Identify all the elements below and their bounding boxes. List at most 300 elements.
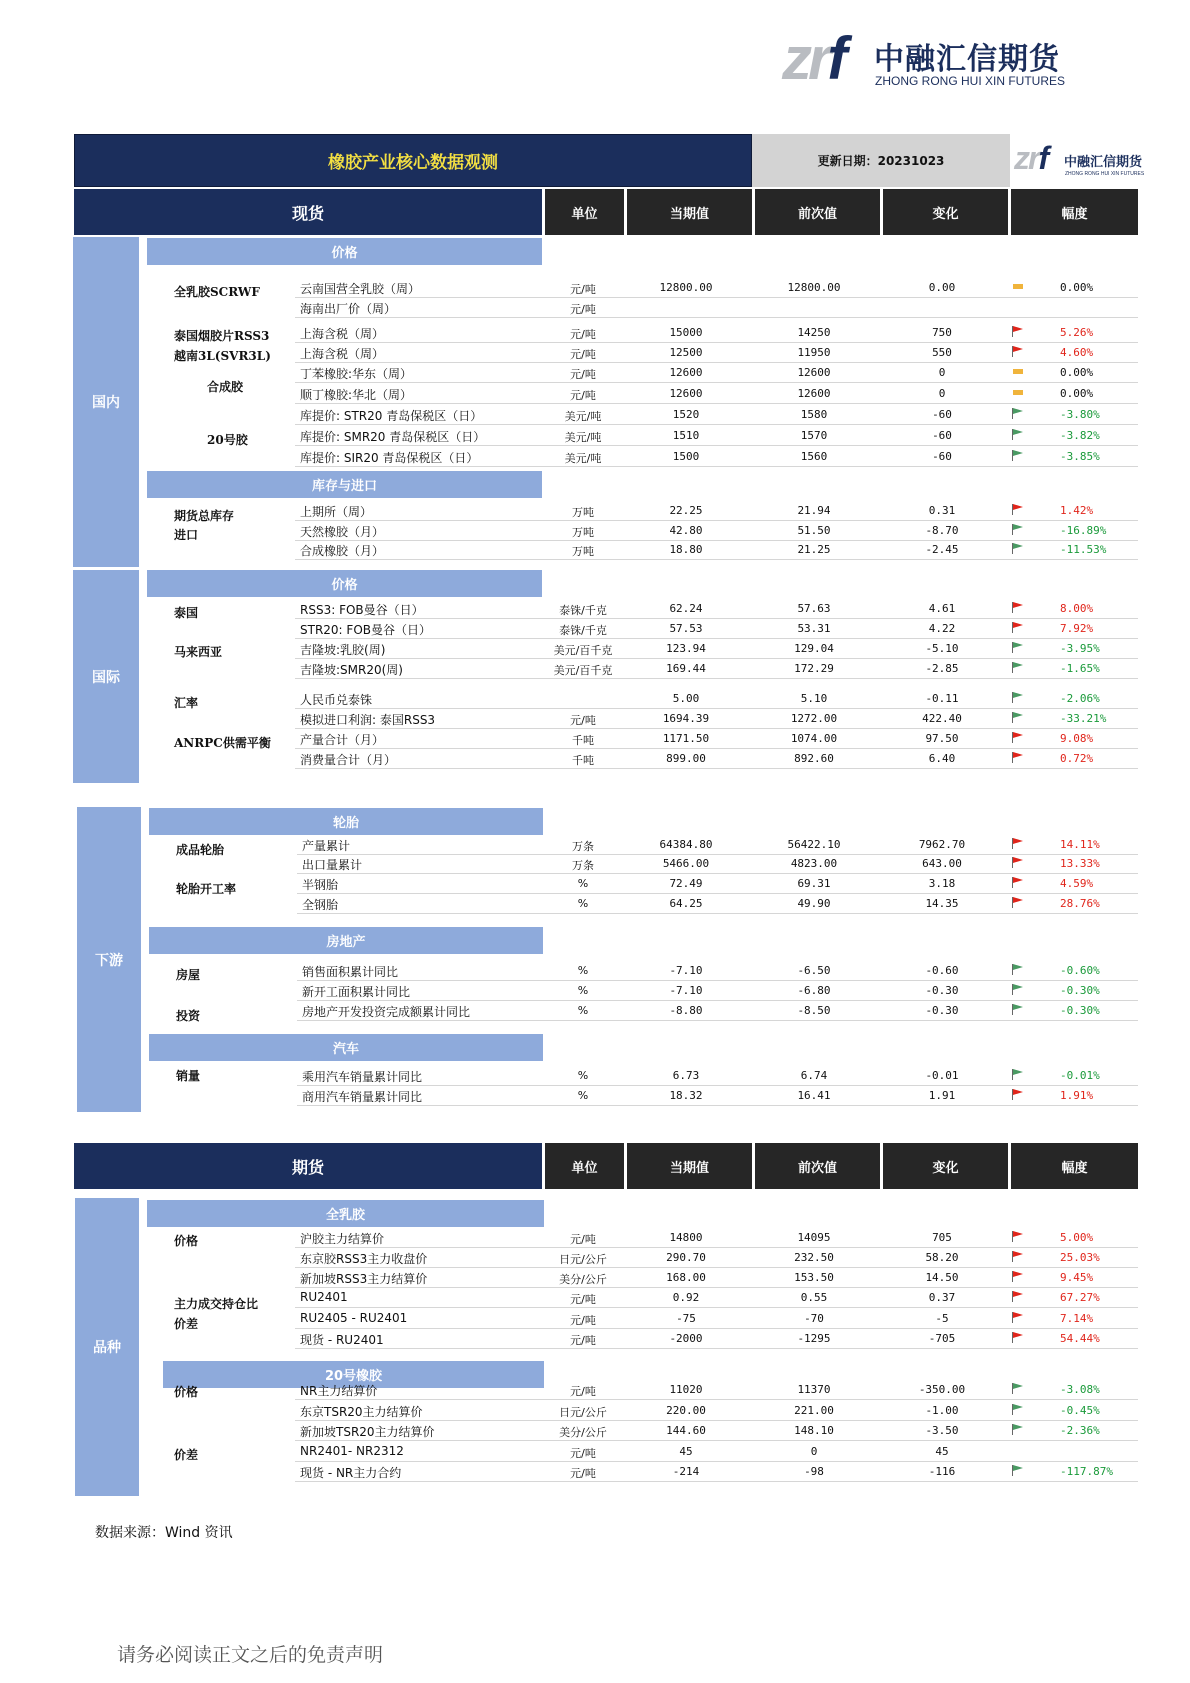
row-previous: 12600 — [797, 387, 831, 400]
row-current: 1510 — [672, 429, 700, 442]
row-pct: 5.26% — [1060, 326, 1094, 339]
up-flag-icon — [1012, 732, 1024, 743]
row-current: 62.24 — [669, 602, 703, 615]
row-current: 290.70 — [666, 1251, 706, 1264]
row-current: 45 — [679, 1445, 693, 1458]
row-pct: 28.76% — [1060, 897, 1100, 910]
row-current: -8.80 — [669, 1004, 703, 1017]
row-current: 144.60 — [666, 1424, 706, 1437]
row-unit: 元/吨 — [570, 389, 596, 402]
row-previous: -6.50 — [797, 964, 831, 977]
row-divider — [297, 980, 1138, 981]
down-flag-icon — [1012, 1069, 1024, 1080]
row-change: -8.70 — [925, 524, 959, 537]
row-change: 0.37 — [928, 1291, 956, 1304]
up-flag-icon — [1012, 752, 1024, 763]
row-unit: 元/吨 — [570, 1467, 596, 1480]
down-flag-icon — [1012, 642, 1024, 653]
row-previous: -98 — [804, 1465, 824, 1478]
row-pct: 1.91% — [1060, 1089, 1094, 1102]
row-pct: -0.45% — [1060, 1404, 1100, 1417]
up-flag-icon — [1012, 602, 1024, 613]
row-unit: 万吨 — [572, 526, 594, 539]
row-unit: 元/吨 — [570, 348, 596, 361]
row-unit: 元/吨 — [570, 1314, 596, 1327]
row-pct: -11.53% — [1060, 543, 1107, 556]
row-divider — [295, 748, 1138, 749]
row-previous: 21.25 — [797, 543, 831, 556]
row-divider — [295, 540, 1138, 541]
row-divider — [295, 618, 1138, 619]
row-label: 销售面积累计同比 — [302, 965, 399, 979]
group-label: 价格 — [174, 1234, 199, 1248]
up-flag-icon — [1012, 1312, 1024, 1323]
row-unit: 日元/公斤 — [559, 1406, 607, 1419]
row-change: 705 — [932, 1231, 952, 1244]
down-flag-icon — [1012, 712, 1024, 723]
row-pct: 13.33% — [1060, 857, 1100, 870]
row-previous: 5.10 — [800, 692, 828, 705]
row-unit: 元/吨 — [570, 1233, 596, 1246]
row-divider — [295, 1247, 1138, 1248]
group-label: 轮胎开工率 — [176, 882, 237, 896]
row-unit: 元/吨 — [570, 1447, 596, 1460]
header-current: 当期值 — [624, 189, 752, 235]
row-divider — [295, 317, 1138, 318]
down-flag-icon — [1012, 450, 1024, 461]
row-pct: 4.59% — [1060, 877, 1094, 890]
row-previous: 153.50 — [794, 1271, 834, 1284]
row-current: 123.94 — [666, 642, 706, 655]
row-unit: 元/吨 — [570, 1334, 596, 1347]
group-label: 全乳胶SCRWF — [174, 285, 260, 299]
row-current: -75 — [676, 1312, 696, 1325]
section-stock-import: 库存与进口 — [147, 471, 542, 498]
up-flag-icon — [1012, 1089, 1024, 1100]
row-pct: 9.45% — [1060, 1271, 1094, 1284]
row-previous: 129.04 — [794, 642, 834, 655]
row-divider — [295, 1307, 1138, 1308]
flat-indicator-icon — [1012, 281, 1024, 292]
row-divider — [295, 1348, 1138, 1349]
row-divider — [295, 1328, 1138, 1329]
row-divider — [297, 1020, 1138, 1021]
header-mini-logo: zrf 中融汇信期货 ZHONG RONG HUI XIN FUTURES — [1014, 140, 1145, 177]
row-previous: 4823.00 — [790, 857, 838, 870]
row-current: 5.00 — [672, 692, 700, 705]
row-current: -7.10 — [669, 964, 703, 977]
region-downstream: 下游 — [77, 807, 141, 1112]
group-label: 合成胶 — [207, 380, 244, 394]
down-flag-icon — [1012, 1383, 1024, 1394]
row-change: -0.30 — [925, 984, 959, 997]
row-unit: % — [577, 1004, 589, 1017]
row-previous: 1272.00 — [790, 712, 838, 725]
row-pct: 67.27% — [1060, 1291, 1100, 1304]
row-previous: -70 — [804, 1312, 824, 1325]
row-previous: -8.50 — [797, 1004, 831, 1017]
up-flag-icon — [1012, 1291, 1024, 1302]
row-unit: 美元/百千克 — [553, 664, 613, 677]
row-unit: 万吨 — [572, 506, 594, 519]
row-label: 新加坡TSR20主力结算价 — [300, 1425, 435, 1439]
row-pct: -3.82% — [1060, 429, 1100, 442]
row-label: 产量合计（月） — [300, 733, 385, 747]
row-label: 库提价: SIR20 青岛保税区（日） — [300, 451, 479, 465]
row-change: 0.00 — [928, 281, 956, 294]
group-label: 期货总库存 — [174, 509, 235, 523]
header-change: 变化 — [880, 1143, 1008, 1189]
group-label: 房屋 — [176, 968, 201, 982]
row-pct: 8.00% — [1060, 602, 1094, 615]
row-pct: -3.80% — [1060, 408, 1100, 421]
row-previous: 0 — [810, 1445, 818, 1458]
row-current: 169.44 — [666, 662, 706, 675]
row-current: 220.00 — [666, 1404, 706, 1417]
row-divider — [295, 1440, 1138, 1441]
down-flag-icon — [1012, 1424, 1024, 1435]
row-change: 3.18 — [928, 877, 956, 890]
row-change: 1.91 — [928, 1089, 956, 1102]
row-divider — [295, 678, 1138, 679]
header-previous: 前次值 — [752, 189, 880, 235]
row-label: 全钢胎 — [302, 898, 339, 912]
row-label: 房地产开发投资完成额累计同比 — [302, 1005, 471, 1019]
row-previous: 53.31 — [797, 622, 831, 635]
row-label: 上期所（周） — [300, 505, 373, 519]
row-current: -7.10 — [669, 984, 703, 997]
row-change: 4.22 — [928, 622, 956, 635]
row-previous: 51.50 — [797, 524, 831, 537]
row-current: 168.00 — [666, 1271, 706, 1284]
row-divider — [295, 382, 1138, 383]
row-previous: 49.90 — [797, 897, 831, 910]
group-label: 泰国 — [174, 606, 199, 620]
row-label: 顺丁橡胶:华北（周） — [300, 388, 413, 402]
row-label: 出口量累计 — [302, 858, 363, 872]
row-divider — [295, 1481, 1138, 1482]
row-pct: 25.03% — [1060, 1251, 1100, 1264]
row-pct: 4.60% — [1060, 346, 1094, 359]
down-flag-icon — [1012, 692, 1024, 703]
row-change: 0 — [938, 366, 946, 379]
row-previous: 1074.00 — [790, 732, 838, 745]
down-flag-icon — [1012, 408, 1024, 419]
row-unit: 元/吨 — [570, 714, 596, 727]
row-divider — [295, 658, 1138, 659]
down-flag-icon — [1012, 964, 1024, 975]
row-unit: 美分/公斤 — [559, 1273, 607, 1286]
row-unit: 美元/吨 — [564, 410, 602, 423]
row-change: 6.40 — [928, 752, 956, 765]
down-flag-icon — [1012, 662, 1024, 673]
row-unit: 万吨 — [572, 545, 594, 558]
group-label: ANRPC供需平衡 — [174, 736, 271, 750]
row-unit: % — [577, 897, 589, 910]
row-pct: 0.00% — [1060, 281, 1094, 294]
row-previous: 21.94 — [797, 504, 831, 517]
down-flag-icon — [1012, 1404, 1024, 1415]
row-divider — [295, 768, 1138, 769]
row-label: 吉隆坡:乳胶(周) — [300, 643, 386, 657]
row-divider — [295, 403, 1138, 404]
row-current: 1520 — [672, 408, 700, 421]
logo-name-cn: 中融汇信期货 — [874, 42, 1060, 77]
section-auto: 汽车 — [149, 1034, 543, 1061]
up-flag-icon — [1012, 897, 1024, 908]
row-change: 14.35 — [925, 897, 959, 910]
header-spot: 现货 — [74, 189, 542, 235]
row-previous: 14095 — [797, 1231, 831, 1244]
up-flag-icon — [1012, 622, 1024, 633]
logo-mark: zrf — [782, 25, 844, 92]
up-flag-icon — [1012, 1332, 1024, 1343]
row-divider — [297, 1000, 1138, 1001]
row-current: 899.00 — [666, 752, 706, 765]
row-divider — [297, 873, 1138, 874]
up-flag-icon — [1012, 1251, 1024, 1262]
row-pct: -16.89% — [1060, 524, 1107, 537]
row-change: -60 — [932, 408, 952, 421]
row-pct: 1.42% — [1060, 504, 1094, 517]
row-label: RU2405 - RU2401 — [300, 1311, 408, 1325]
header-change: 变化 — [880, 189, 1008, 235]
region-variety: 品种 — [75, 1198, 139, 1496]
report-title: 橡胶产业核心数据观测 — [74, 134, 752, 187]
row-previous: 1570 — [800, 429, 828, 442]
down-flag-icon — [1012, 429, 1024, 440]
row-previous: 12800.00 — [787, 281, 841, 294]
section-latex: 全乳胶 — [147, 1200, 544, 1227]
down-flag-icon — [1012, 1004, 1024, 1015]
row-current: 1171.50 — [662, 732, 710, 745]
row-previous: 14250 — [797, 326, 831, 339]
row-pct: 7.14% — [1060, 1312, 1094, 1325]
row-pct: -0.60% — [1060, 964, 1100, 977]
group-label: 越南3L(SVR3L) — [174, 349, 271, 363]
flat-indicator-icon — [1012, 387, 1024, 398]
row-divider — [295, 728, 1138, 729]
row-current: 1694.39 — [662, 712, 710, 725]
row-label: RU2401 — [300, 1290, 348, 1304]
row-label: 沪胶主力结算价 — [300, 1232, 385, 1246]
row-label: 库提价: SMR20 青岛保税区（日） — [300, 430, 486, 444]
row-change: -60 — [932, 429, 952, 442]
row-label: NR主力结算价 — [300, 1384, 378, 1398]
row-divider — [295, 445, 1138, 446]
group-label: 汇率 — [174, 696, 199, 710]
row-current: 1500 — [672, 450, 700, 463]
row-divider — [295, 1267, 1138, 1268]
row-change: 97.50 — [925, 732, 959, 745]
up-flag-icon — [1012, 504, 1024, 515]
up-flag-icon — [1012, 877, 1024, 888]
row-current: 12600 — [669, 366, 703, 379]
row-unit: 千吨 — [572, 734, 594, 747]
row-label: 吉隆坡:SMR20(周) — [300, 663, 403, 677]
row-divider — [295, 424, 1138, 425]
row-unit: 万条 — [572, 859, 594, 872]
row-unit: % — [577, 877, 589, 890]
up-flag-icon — [1012, 838, 1024, 849]
disclaimer-note: 请务必阅读正文之后的免责声明 — [117, 1644, 384, 1666]
group-label: 泰国烟胶片RSS3 — [174, 329, 270, 343]
group-label: 成品轮胎 — [176, 843, 225, 857]
row-previous: 56422.10 — [787, 838, 841, 851]
row-label: 东京胶RSS3主力收盘价 — [300, 1252, 428, 1266]
row-change: -0.01 — [925, 1069, 959, 1082]
row-current: 18.80 — [669, 543, 703, 556]
row-pct: -3.85% — [1060, 450, 1100, 463]
row-current: 11020 — [669, 1383, 703, 1396]
row-change: -705 — [928, 1332, 956, 1345]
header-pct: 幅度 — [1008, 189, 1138, 235]
row-pct: -0.01% — [1060, 1069, 1100, 1082]
row-label: 新加坡RSS3主力结算价 — [300, 1272, 428, 1286]
header-unit: 单位 — [542, 189, 624, 235]
row-pct: 0.00% — [1060, 387, 1094, 400]
row-divider — [297, 893, 1138, 894]
row-change: 643.00 — [922, 857, 962, 870]
row-divider — [295, 466, 1138, 467]
row-label: 上海含税（周） — [300, 327, 385, 341]
row-divider — [295, 1420, 1138, 1421]
row-current: 42.80 — [669, 524, 703, 537]
row-label: 云南国营全乳胶（周） — [300, 282, 421, 296]
header-unit: 单位 — [542, 1143, 624, 1189]
row-previous: 892.60 — [794, 752, 834, 765]
row-divider — [295, 1461, 1138, 1462]
row-current: 0.92 — [672, 1291, 700, 1304]
row-unit: 元/吨 — [570, 328, 596, 341]
row-change: -60 — [932, 450, 952, 463]
row-divider — [295, 362, 1138, 363]
down-flag-icon — [1012, 984, 1024, 995]
row-unit: % — [577, 1069, 589, 1082]
row-current: -214 — [672, 1465, 700, 1478]
row-previous: -1295 — [797, 1332, 831, 1345]
row-current: 18.32 — [669, 1089, 703, 1102]
row-divider — [295, 1399, 1138, 1400]
row-pct: -1.65% — [1060, 662, 1100, 675]
row-label: 产量累计 — [302, 839, 351, 853]
flat-indicator-icon — [1012, 366, 1024, 377]
section-nr20: 20号橡胶 — [163, 1361, 544, 1388]
row-divider — [295, 638, 1138, 639]
row-unit: 元/吨 — [570, 368, 596, 381]
row-previous: 148.10 — [794, 1424, 834, 1437]
row-previous: 11950 — [797, 346, 831, 359]
row-label: 海南出厂价（周） — [300, 302, 397, 316]
row-label: 现货 - RU2401 — [300, 1333, 384, 1347]
row-pct: -0.30% — [1060, 1004, 1100, 1017]
row-unit: % — [577, 964, 589, 977]
row-pct: 5.00% — [1060, 1231, 1094, 1244]
row-current: 57.53 — [669, 622, 703, 635]
row-pct: 9.08% — [1060, 732, 1094, 745]
row-label: 库提价: STR20 青岛保税区（日） — [300, 409, 483, 423]
row-unit: 千吨 — [572, 754, 594, 767]
row-unit: 万条 — [572, 840, 594, 853]
group-label: 主力成交持仓比 — [174, 1297, 259, 1311]
update-date: 更新日期：20231023 — [752, 134, 1010, 187]
row-change: 58.20 — [925, 1251, 959, 1264]
row-label: 消费量合计（月） — [300, 753, 397, 767]
row-unit: 美元/吨 — [564, 431, 602, 444]
up-flag-icon — [1012, 1271, 1024, 1282]
header-current: 当期值 — [624, 1143, 752, 1189]
row-pct: 54.44% — [1060, 1332, 1100, 1345]
row-label: NR2401- NR2312 — [300, 1444, 404, 1458]
region-international: 国际 — [73, 570, 139, 783]
row-unit: 日元/公斤 — [559, 1253, 607, 1266]
row-unit: 美元/百千克 — [553, 644, 613, 657]
row-previous: 232.50 — [794, 1251, 834, 1264]
row-current: 22.25 — [669, 504, 703, 517]
row-change: 0.31 — [928, 504, 956, 517]
row-change: -0.60 — [925, 964, 959, 977]
row-current: 64.25 — [669, 897, 703, 910]
up-flag-icon — [1012, 1231, 1024, 1242]
row-unit: 泰铢/千克 — [559, 624, 607, 637]
row-change: 7962.70 — [918, 838, 966, 851]
row-current: 14800 — [669, 1231, 703, 1244]
up-flag-icon — [1012, 326, 1024, 337]
row-previous: 57.63 — [797, 602, 831, 615]
row-change: -0.30 — [925, 1004, 959, 1017]
region-domestic: 国内 — [73, 237, 139, 567]
down-flag-icon — [1012, 543, 1024, 554]
row-pct: -2.06% — [1060, 692, 1100, 705]
row-unit: 美元/吨 — [564, 452, 602, 465]
group-label: 价差 — [174, 1448, 199, 1462]
row-unit: 泰铢/千克 — [559, 604, 607, 617]
row-unit: 元/吨 — [570, 303, 596, 316]
row-change: -1.00 — [925, 1404, 959, 1417]
row-change: 14.50 — [925, 1271, 959, 1284]
row-previous: 69.31 — [797, 877, 831, 890]
row-divider — [295, 708, 1138, 709]
row-current: 6.73 — [672, 1069, 700, 1082]
row-change: -2.45 — [925, 543, 959, 556]
row-pct: 0.00% — [1060, 366, 1094, 379]
row-divider — [297, 854, 1138, 855]
down-flag-icon — [1012, 1465, 1024, 1476]
row-current: 72.49 — [669, 877, 703, 890]
row-label: 模拟进口利润: 泰国RSS3 — [300, 713, 436, 727]
company-logo — [782, 25, 1066, 92]
row-label: 天然橡胶（月） — [300, 525, 385, 539]
row-unit: 美分/公斤 — [559, 1426, 607, 1439]
row-pct: -2.36% — [1060, 1424, 1100, 1437]
row-current: 64384.80 — [659, 838, 713, 851]
row-label: 商用汽车销量累计同比 — [302, 1090, 423, 1104]
row-current: 15000 — [669, 326, 703, 339]
row-change: -350.00 — [918, 1383, 966, 1396]
row-unit: 元/吨 — [570, 1385, 596, 1398]
row-divider — [295, 297, 1138, 298]
row-label: 上海含税（周） — [300, 347, 385, 361]
row-label: 合成橡胶（月） — [300, 544, 385, 558]
section-domestic-price: 价格 — [147, 238, 542, 265]
row-change: -5 — [935, 1312, 949, 1325]
row-divider — [297, 1105, 1138, 1106]
row-label: 丁苯橡胶:华东（周） — [300, 367, 413, 381]
section-tire: 轮胎 — [149, 808, 543, 835]
row-current: 12500 — [669, 346, 703, 359]
row-change: -2.85 — [925, 662, 959, 675]
row-unit: % — [577, 984, 589, 997]
